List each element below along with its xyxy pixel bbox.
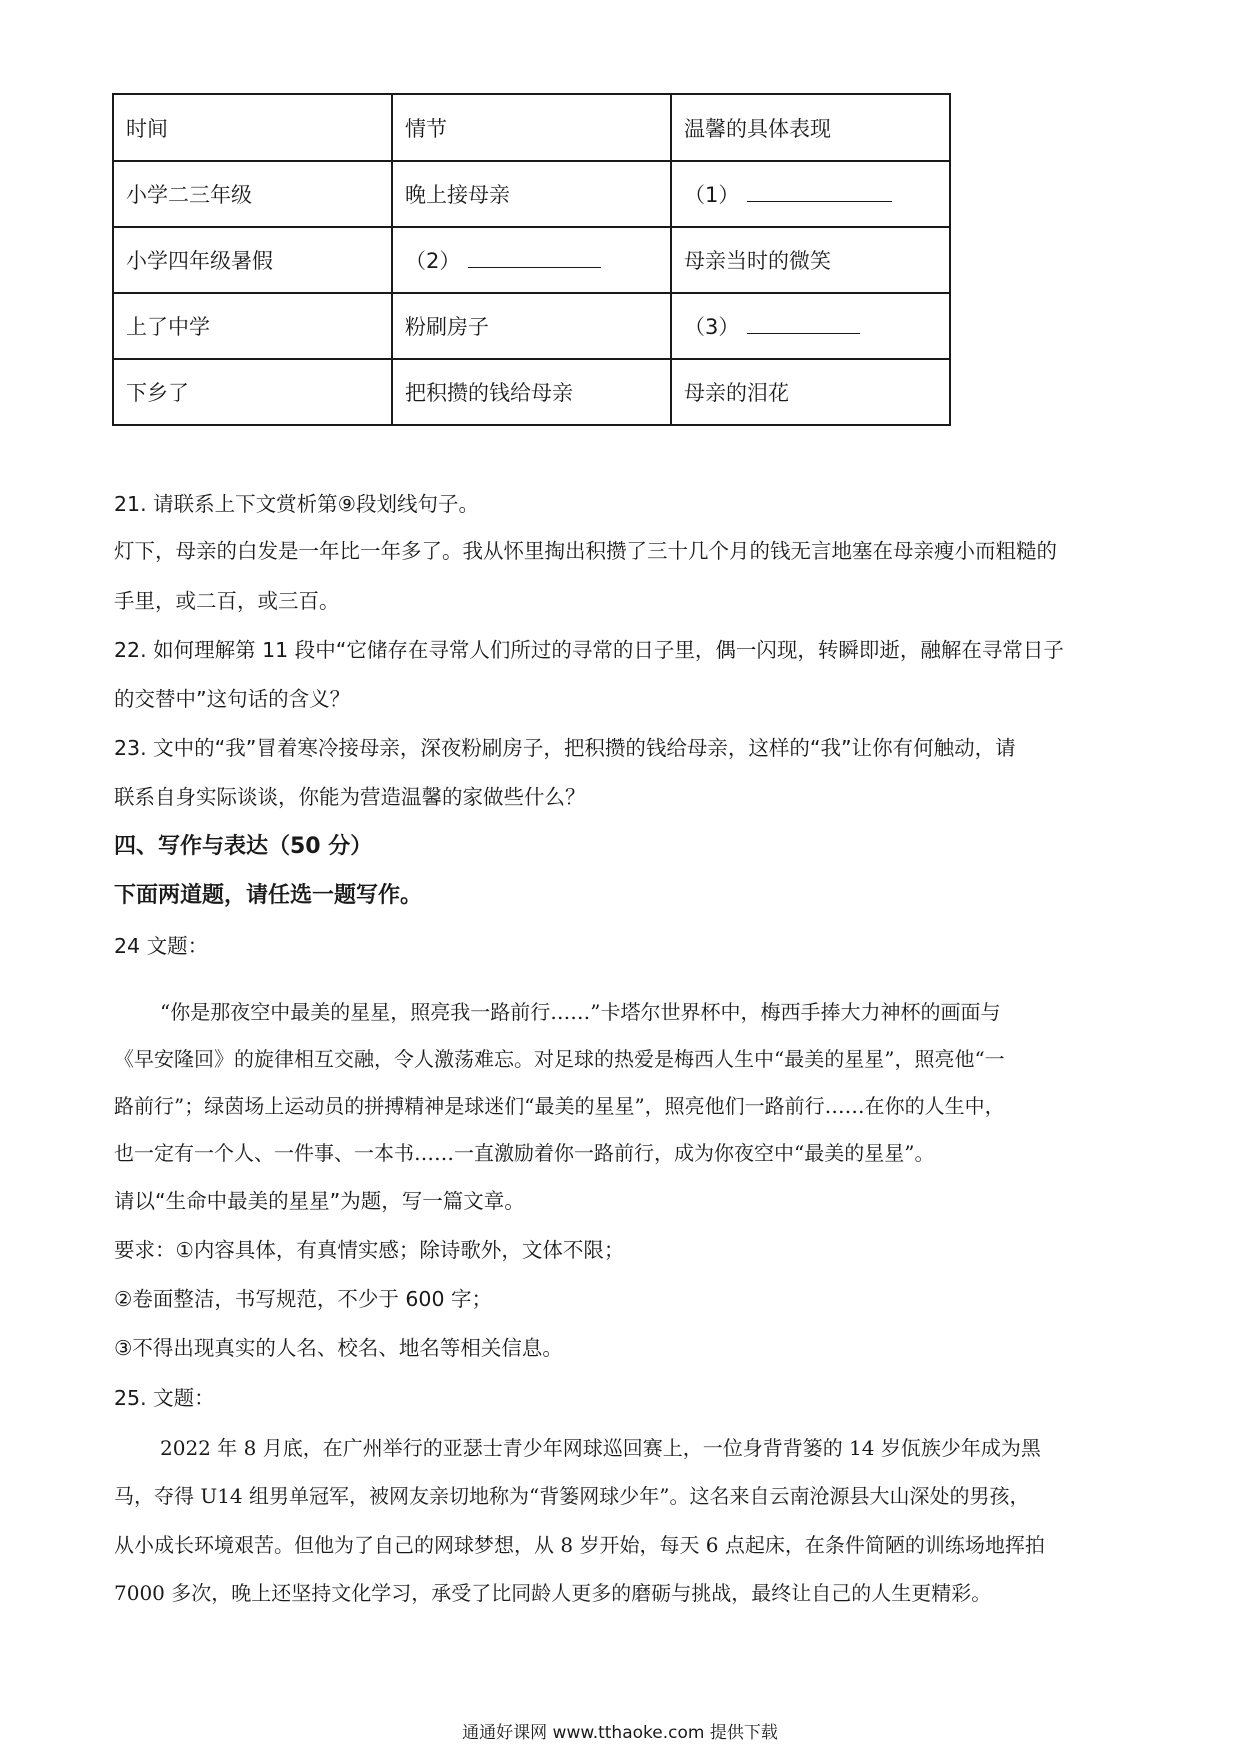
prompt-paragraph-line: 2022 年 8 月底，在广州举行的亚瑟士青少年网球巡回赛上，一位身背背篓的 14 岁佤族少年成为黑 [160, 1436, 1041, 1460]
table-header-cell: 情节 [392, 94, 671, 161]
table-cell: 小学二三年级 [113, 161, 392, 227]
prompt-paragraph-line: “你是那夜空中最美的星星，照亮我一路前行……”卡塔尔世界杯中，梅西手捧大力神杯的画面与 [160, 1000, 1001, 1024]
prompt-paragraph-line: 从小成长环境艰苦。但他为了自己的网球梦想，从 8 岁开始，每天 6 点起床，在条件简陋的训练场地挥拍 [114, 1533, 1045, 1557]
answer-blank [747, 315, 860, 334]
requirement: 要求：①内容具体，有真情实感；除诗歌外，文体不限； [114, 1238, 625, 1262]
page-footer: 通通好课网 www.tthaoke.com 提供下载 [462, 1723, 778, 1743]
table-cell: 母亲的泪花 [671, 359, 950, 425]
table-cell: 小学四年级暑假 [113, 227, 392, 293]
question-22: 的交替中”这句话的含义？ [114, 687, 351, 711]
prompt-paragraph-line: 路前行”；绿茵场上运动员的拼搏精神是球迷们“最美的星星”，照亮他们一路前行……在你的人生中， [114, 1094, 1005, 1118]
question-25-label: 25. 文题： [114, 1386, 215, 1410]
question-23: 联系自身实际谈谈，你能为营造温馨的家做些什么？ [114, 785, 586, 809]
table-row [113, 293, 950, 359]
table-cell: 粉刷房子 [392, 293, 671, 359]
prompt-paragraph-line: 也一定有一个人、一件事、一本书……一直激励着你一路前行，成为你夜空中“最美的星星”。 [114, 1141, 935, 1165]
writing-task: 请以“生命中最美的星星”为题，写一篇文章。 [114, 1189, 525, 1213]
question-22: 22. 如何理解第 11 段中“它储存在寻常人们所过的寻常的日子里，偶一闪现，转瞬即逝，融解在寻常日子 [114, 638, 1064, 662]
table-header-cell: 温馨的具体表现 [671, 94, 950, 161]
table-cell [392, 227, 671, 293]
table-cell [671, 161, 950, 227]
question-21-prompt: 21. 请联系上下文赏析第⑨段划线句子。 [114, 492, 479, 516]
blank-label: （2） [405, 249, 461, 273]
table-row [113, 161, 950, 227]
question-21-quote: 灯下，母亲的白发是一年比一年多了。我从怀里掏出积攒了三十几个月的钱无言地塞在母亲瘦小而粗糙的 [114, 539, 1057, 563]
requirement: ②卷面整洁，书写规范，不少于 600 字； [114, 1287, 493, 1311]
answer-blank [747, 183, 892, 202]
blank-label: （3） [684, 315, 740, 339]
table-cell: 母亲当时的微笑 [671, 227, 950, 293]
question-24-label: 24 文题： [114, 934, 209, 958]
section-instruction: 下面两道题，请任选一题写作。 [114, 883, 423, 908]
blank-label: （1） [684, 183, 740, 207]
table-cell: 上了中学 [113, 293, 392, 359]
section-title: 四、写作与表达（50 分） [114, 834, 373, 859]
prompt-paragraph-line: 7000 多次，晚上还坚持文化学习，承受了比同龄人更多的磨砺与挑战，最终让自己的人生更精彩。 [114, 1581, 992, 1605]
requirement: ③不得出现真实的人名、校名、地名等相关信息。 [114, 1336, 563, 1360]
prompt-paragraph-line: 马，夺得 U14 组男单冠军，被网友亲切地称为“背篓网球少年”。这名来自云南沧源县大山深处的男孩， [114, 1484, 1030, 1508]
answer-blank [468, 249, 601, 268]
table-cell [671, 293, 950, 359]
plot-table [112, 93, 951, 426]
table-row [113, 227, 950, 293]
table-cell: 把积攒的钱给母亲 [392, 359, 671, 425]
question-23: 23. 文中的“我”冒着寒冷接母亲，深夜粉刷房子，把积攒的钱给母亲，这样的“我”让你有何触动，请 [114, 736, 1016, 760]
prompt-paragraph-line: 《早安隆回》的旋律相互交融，令人激荡难忘。对足球的热爱是梅西人生中“最美的星星”，照亮他“一 [114, 1047, 1005, 1071]
table-cell: 晚上接母亲 [392, 161, 671, 227]
table-cell: 下乡了 [113, 359, 392, 425]
table-header-row [113, 94, 950, 161]
question-21-quote: 手里，或二百，或三百。 [114, 589, 340, 613]
table-header-cell: 时间 [113, 94, 392, 161]
table-row [113, 359, 950, 425]
